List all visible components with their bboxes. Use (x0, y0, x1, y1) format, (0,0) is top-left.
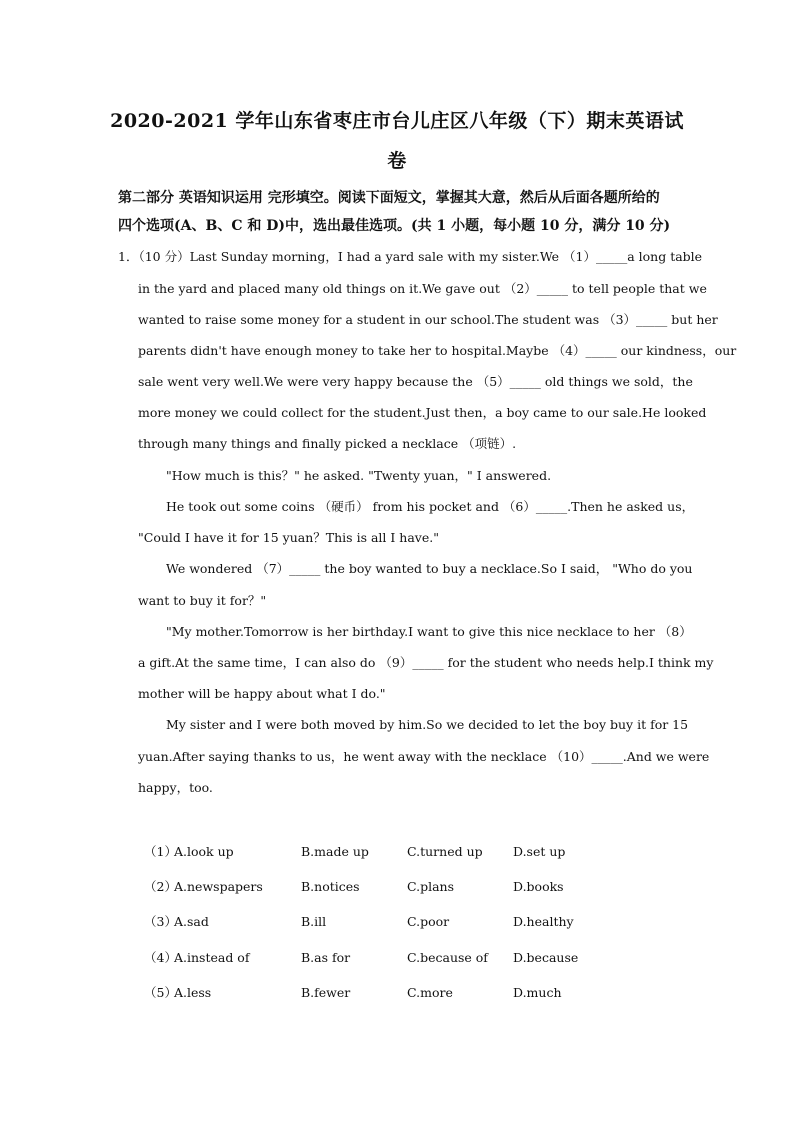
option-c[interactable]: C.poor (407, 914, 450, 929)
option-c[interactable]: C.plans (407, 879, 455, 894)
option-number: （4） (144, 950, 177, 965)
passage-line-17: yuan.After saying thanks to us，he went away with the necklace （10）_____.And we were (138, 749, 710, 764)
passage-line-16: My sister and I were both moved by him.So we decided to let the boy buy it for 15 (166, 717, 689, 732)
passage-line-18: happy，too. (138, 780, 213, 795)
passage-line-12: want to buy it for？" (138, 593, 267, 608)
passage-line-3: wanted to raise some money for a student in our school.The student was （3）_____ but her (138, 312, 718, 327)
option-number: （3） (144, 914, 177, 929)
option-b[interactable]: B.fewer (301, 985, 351, 1000)
option-d[interactable]: D.books (513, 879, 564, 894)
option-a[interactable]: A.less (174, 985, 212, 1000)
option-a[interactable]: A.instead of (174, 950, 250, 965)
option-c[interactable]: C.turned up (407, 844, 483, 859)
option-b[interactable]: B.as for (301, 950, 351, 965)
passage-line-1: 1．（10 分）Last Sunday morning，I had a yard sale with my sister.We （1）_____a long table (118, 249, 703, 264)
section-instructions (118, 184, 678, 240)
passage-line-14: a gift.At the same time，I can also do （9）_____ for the student who needs help.I think my (138, 655, 714, 670)
option-b[interactable]: B.ill (301, 914, 327, 929)
passage-line-9: He took out some coins （硬币） from his pocket and （6）_____.Then he asked us， (166, 499, 695, 514)
exam-title-line-1: 2020-2021 学年山东省枣庄市台儿庄区八年级（下）期末英语试 (110, 110, 684, 132)
option-a[interactable]: A.sad (174, 914, 209, 929)
passage-line-8: "How much is this？" he asked. "Twenty yuan，" I answered. (166, 468, 552, 483)
option-d[interactable]: D.much (513, 985, 562, 1000)
option-c[interactable]: C.more (407, 985, 453, 1000)
section-instructions-line-1: 第二部分 英语知识运用 完形填空。阅读下面短文，掌握其大意，然后从后面各题所给的 (118, 190, 660, 206)
option-number: （2） (144, 879, 177, 894)
option-d[interactable]: D.because (513, 950, 579, 965)
passage-line-15: mother will be happy about what I do." (138, 686, 386, 701)
passage-line-7: through many things and finally picked a necklace （项链）. (138, 436, 517, 451)
option-b[interactable]: B.made up (301, 844, 369, 859)
passage-line-6: more money we could collect for the student.Just then，a boy came to our sale.He looked (138, 405, 707, 420)
passage-line-11: We wondered （7）_____ the boy wanted to buy a necklace.So I said， "Who do you (166, 561, 693, 576)
option-d[interactable]: D.healthy (513, 914, 574, 929)
option-d[interactable]: D.set up (513, 844, 566, 859)
passage-line-2: in the yard and placed many old things on it.We gave out （2）_____ to tell people that we (138, 281, 707, 296)
passage-line-5: sale went very well.We were very happy because the （5）_____ old things we sold，the (138, 374, 693, 389)
option-number: （1） (144, 844, 177, 859)
option-a[interactable]: A.look up (174, 844, 234, 859)
option-number: （5） (144, 985, 177, 1000)
option-b[interactable]: B.notices (301, 879, 360, 894)
passage-line-10: "Could I have it for 15 yuan？This is all I have." (138, 530, 439, 545)
section-instructions-line-2: 四个选项(A、B、C 和 D)中，选出最佳选项。(共 1 小题，每小题 10 分，满分 10 分) (118, 218, 671, 234)
exam-title-line-2: 卷 (387, 150, 407, 172)
passage-line-13: "My mother.Tomorrow is her birthday.I want to give this nice necklace to her （8） (166, 624, 692, 639)
passage-line-4: parents didn't have enough money to take her to hospital.Maybe （4）_____ our kindness，our (138, 343, 737, 358)
option-a[interactable]: A.newspapers (174, 879, 263, 894)
option-c[interactable]: C.because of (407, 950, 488, 965)
